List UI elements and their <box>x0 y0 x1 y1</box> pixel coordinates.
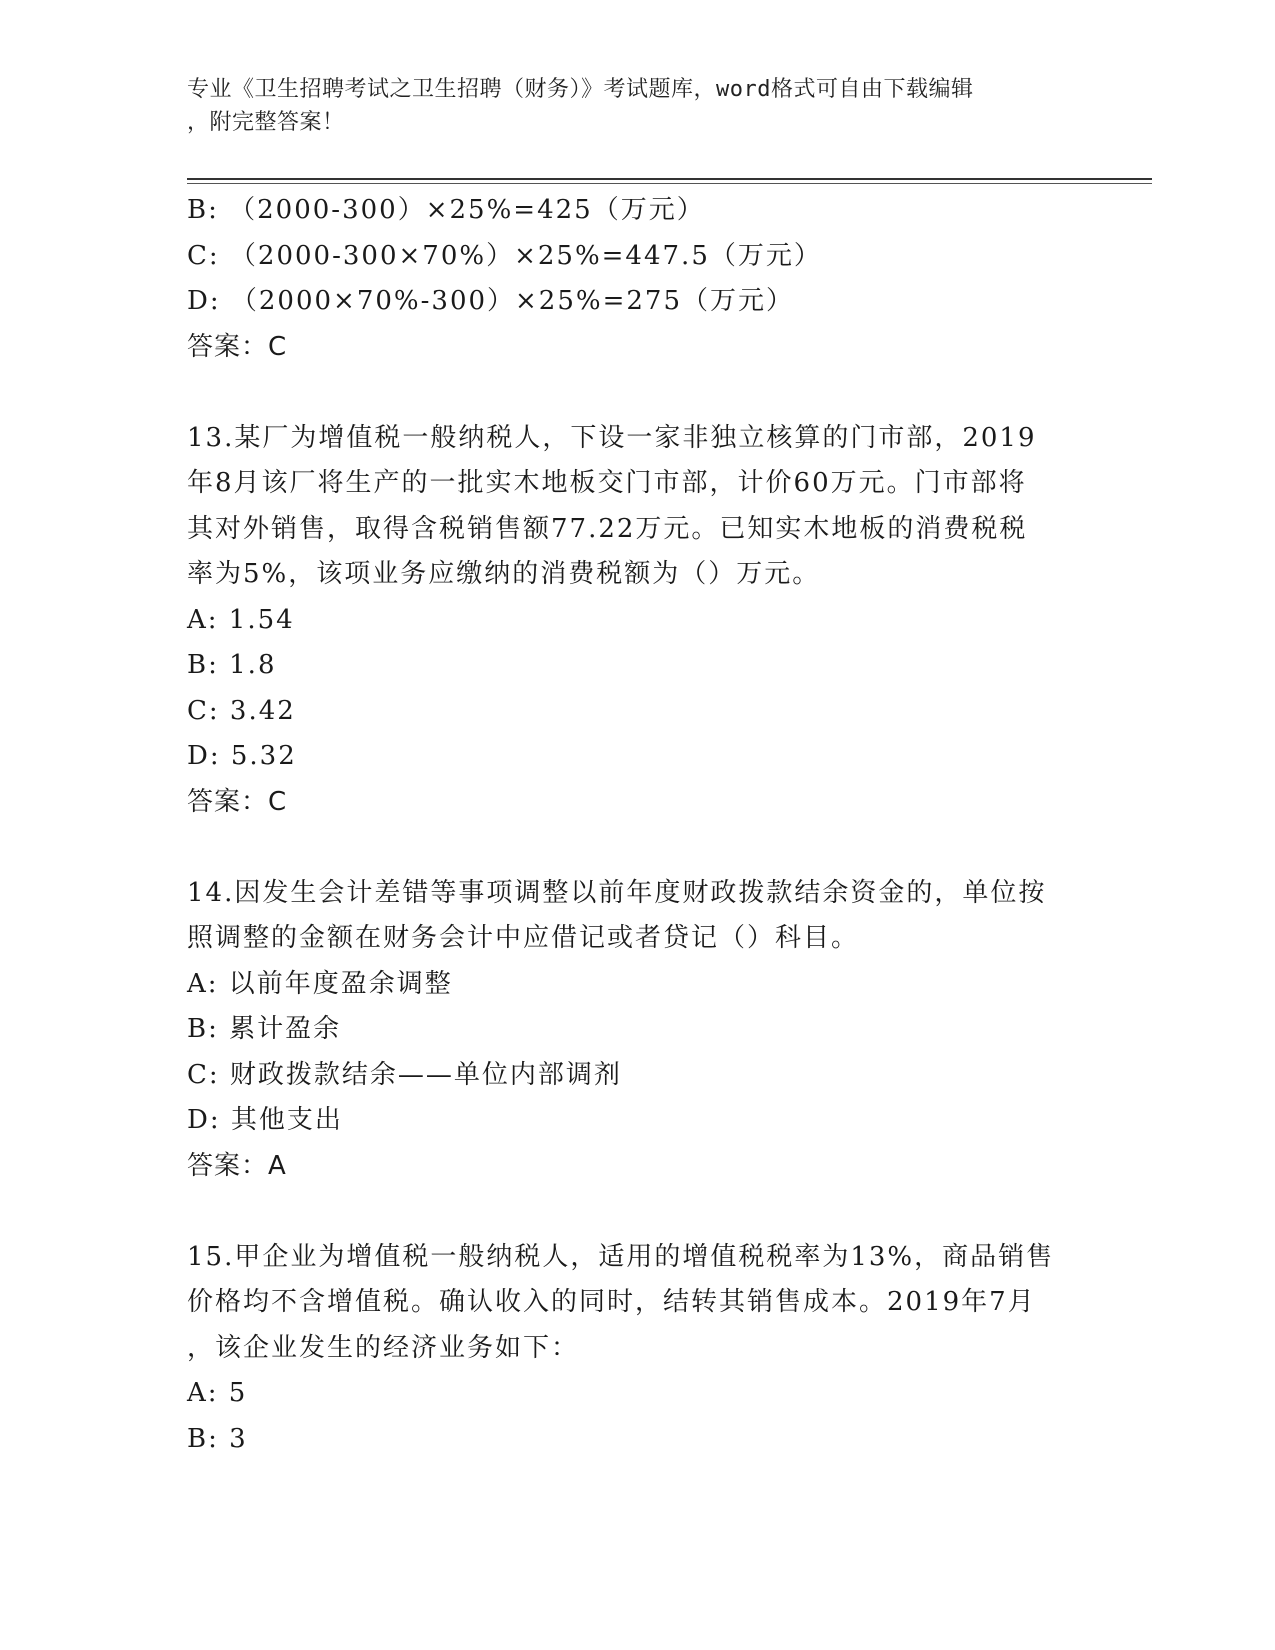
question-text-line: ，该企业发生的经济业务如下： <box>187 1332 580 1363</box>
question-13-text <box>187 416 1087 598</box>
question-15-text <box>187 1235 1087 1372</box>
question-text-line: 14.因发生会计差错等事项调整以前年度财政拨款结余资金的，单位按 <box>187 877 1047 908</box>
question-content <box>187 188 1087 1462</box>
spacer <box>187 825 1087 871</box>
question-text-line: 15.甲企业为增值税一般纳税人，适用的增值税税率为13%，商品销售 <box>187 1241 1055 1272</box>
prev-question-block <box>187 188 1087 370</box>
option-b: B: 1.8 <box>187 650 277 680</box>
option-a: A: 以前年度盈余调整 <box>187 968 453 999</box>
option-c: C: 3.42 <box>187 695 296 726</box>
option-d: D: 5.32 <box>187 741 297 771</box>
option-b: B: 累计盈余 <box>187 1014 342 1044</box>
question-14-text <box>187 871 1087 962</box>
question-text-line: 13.某厂为增值税一般纳税人，下设一家非独立核算的门市部，2019 <box>187 422 1037 453</box>
option-c: C: （2000-300×70%）×25%=447.5（万元） <box>187 240 822 271</box>
header-rule-thin <box>187 183 1152 184</box>
answer-label: 答案：C <box>187 331 288 362</box>
header-rule-thick <box>187 178 1152 180</box>
spacer <box>187 1189 1087 1235</box>
question-text-line: 价格均不含增值税。确认收入的同时，结转其销售成本。2019年7月 <box>187 1287 1036 1317</box>
document-header <box>187 73 1067 139</box>
question-14 <box>187 871 1087 1190</box>
option-d: D: （2000×70%-300）×25%=275（万元） <box>187 286 795 316</box>
option-b: B: （2000-300）×25%=425（万元） <box>187 195 705 225</box>
question-15 <box>187 1235 1087 1463</box>
option-a: A: 5 <box>187 1378 248 1408</box>
header-line-1: 专业《卫生招聘考试之卫生招聘（财务）》考试题库，word格式可自由下载编辑 <box>187 77 974 102</box>
answer-label: 答案：A <box>187 1150 287 1181</box>
header-line-2: ，附完整答案！ <box>187 110 345 135</box>
question-text-line: 率为5%，该项业务应缴纳的消费税额为（）万元。 <box>187 559 821 589</box>
question-text-line: 年8月该厂将生产的一批实木地板交门市部，计价60万元。门市部将 <box>187 468 1027 498</box>
option-a: A: 1.54 <box>187 604 295 635</box>
option-c: C: 财政拨款结余——单位内部调剂 <box>187 1059 622 1090</box>
question-text-line: 照调整的金额在财务会计中应借记或者贷记（）科目。 <box>187 923 860 953</box>
spacer <box>187 370 1087 416</box>
question-13 <box>187 416 1087 826</box>
answer-label: 答案：C <box>187 786 288 817</box>
option-d: D: 其他支出 <box>187 1105 343 1135</box>
option-b: B: 3 <box>187 1423 248 1454</box>
question-text-line: 其对外销售，取得含税销售额77.22万元。已知实木地板的消费税税 <box>187 513 1028 544</box>
